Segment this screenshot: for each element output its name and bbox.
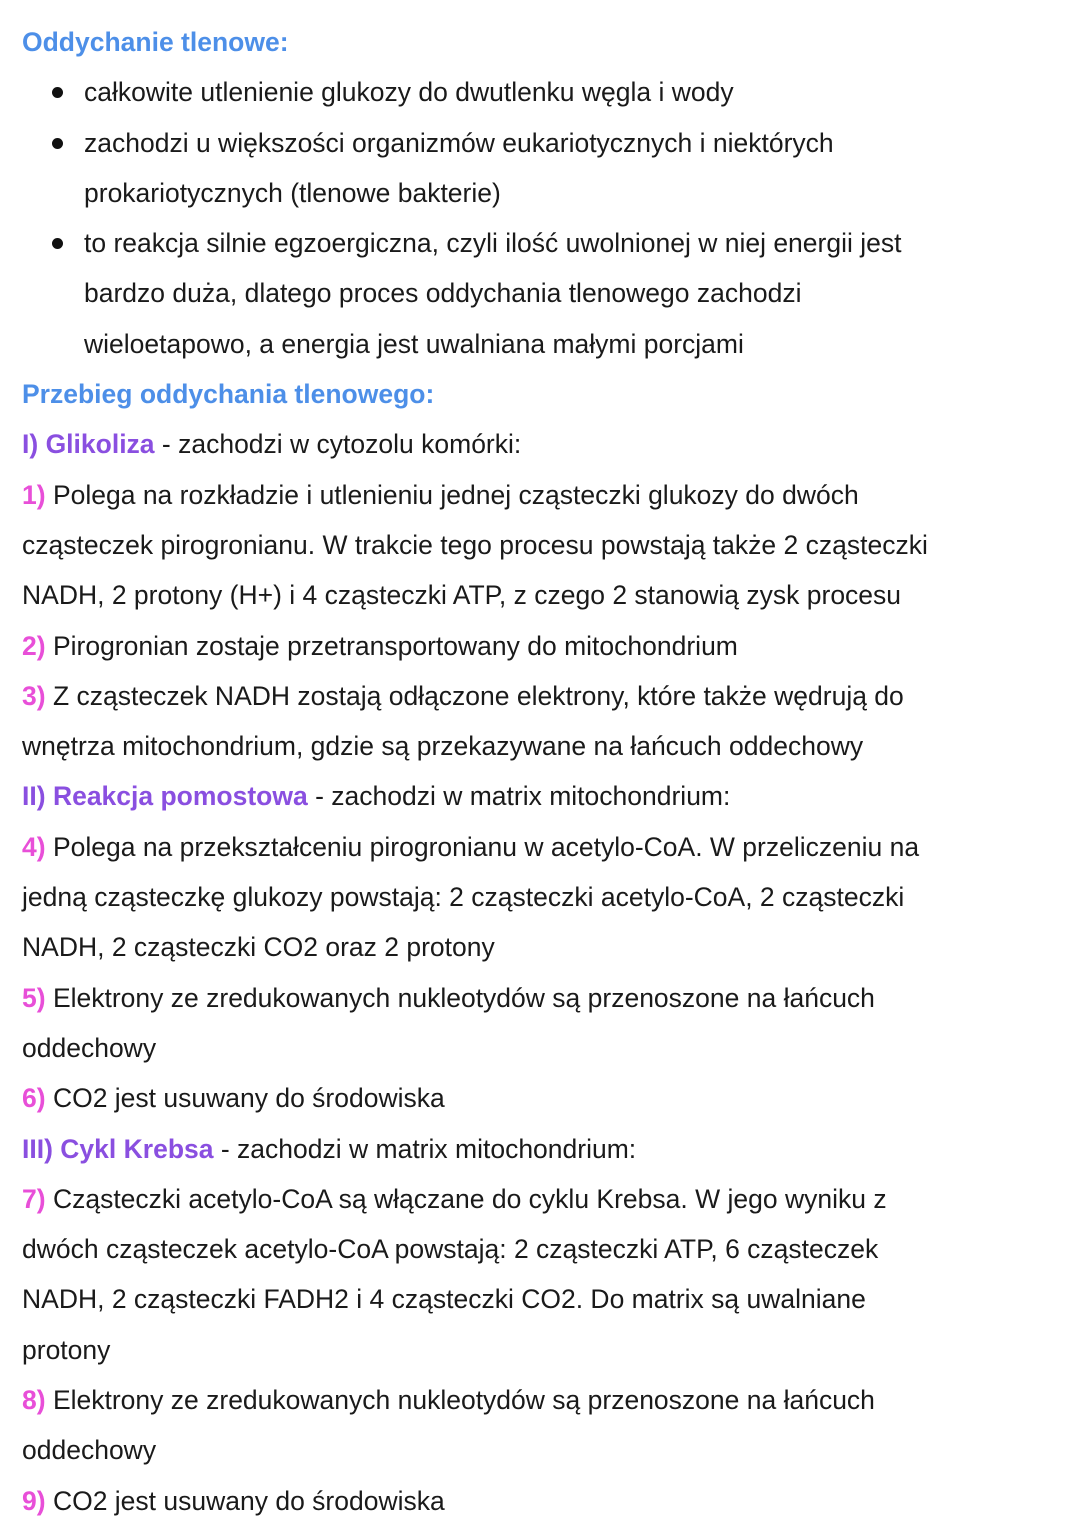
stage-krebs-cycle [22, 1124, 1080, 1174]
step-1-continued: cząsteczek pirogronianu. W trakcie tego procesu powstają także 2 cząsteczki [22, 529, 928, 560]
step-text: CO2 jest usuwany do środowiska [45, 1485, 445, 1516]
stage-link-reaction [22, 771, 1080, 821]
step-7-continued: dwóch cząsteczek acetylo-CoA powstają: 2 cząsteczki ATP, 6 cząsteczek [22, 1234, 879, 1265]
step-7-continued: protony [22, 1334, 111, 1365]
step-text: Pirogronian zostaje przetransportowany do mitochondrium [45, 630, 738, 661]
step-4-continued: jedną cząsteczkę glukozy powstają: 2 cząsteczki acetylo-CoA, 2 cząsteczki [22, 882, 905, 913]
step-text: Z cząsteczek NADH zostają odłączone elektrony, które także wędrują do [45, 680, 904, 711]
step-6 [22, 1073, 1080, 1123]
step-9 [22, 1476, 1080, 1526]
bullet-item-continued: prokariotycznych (tlenowe bakterie) [84, 177, 501, 208]
bullet-item: całkowite utlenienie glukozy do dwutlenku węgla i wody [22, 67, 1080, 117]
step-number: 5) [22, 982, 46, 1013]
step-number: 9) [22, 1485, 46, 1516]
step-number: 8) [22, 1385, 46, 1416]
step-number: 2) [22, 630, 46, 661]
step-3-continued: wnętrza mitochondrium, gdzie są przekazywane na łańcuch oddechowy [22, 731, 864, 762]
step-4-continued: NADH, 2 cząsteczki CO2 oraz 2 protony [22, 932, 495, 963]
bullet-item: zachodzi u większości organizmów eukariotycznych i niektórych [22, 118, 1080, 168]
step-number: 7) [22, 1183, 46, 1214]
bullet-item: to reakcja silnie egzoergiczna, czyli ilość uwolnionej w niej energii jest [22, 218, 1080, 268]
stage-text: - zachodzi w cytozolu komórki: [154, 429, 522, 460]
step-2 [22, 621, 1080, 671]
stage-title: Reakcja pomostowa [52, 781, 308, 812]
bullet-item-continued: bardzo duża, dlatego proces oddychania tlenowego zachodzi [84, 278, 802, 309]
stage-title: Glikoliza [45, 429, 155, 460]
step-text: Elektrony ze zredukowanych nukleotydów są przenoszone na łańcuch [45, 1385, 875, 1416]
stage-title: Cykl Krebsa [60, 1133, 214, 1164]
step-text: Elektrony ze zredukowanych nukleotydów są przenoszone na łańcuch [45, 982, 875, 1013]
step-4 [22, 822, 1080, 872]
step-number: 6) [22, 1083, 46, 1114]
stage-number: I) [22, 429, 39, 460]
step-8 [22, 1375, 1080, 1425]
step-5 [22, 973, 1080, 1023]
step-text: CO2 jest usuwany do środowiska [45, 1083, 445, 1114]
step-8-continued: oddechowy [22, 1435, 157, 1466]
step-7-continued: NADH, 2 cząsteczki FADH2 i 4 cząsteczki CO2. Do matrix są uwalniane [22, 1284, 866, 1315]
step-text: Cząsteczki acetylo-CoA są włączane do cyklu Krebsa. W jego wyniku z [45, 1183, 887, 1214]
stage-glycolysis [22, 419, 1080, 469]
step-5-continued: oddechowy [22, 1032, 157, 1063]
heading-process-course: Przebieg oddychania tlenowego: [22, 379, 435, 410]
step-number: 1) [22, 479, 46, 510]
step-number: 4) [22, 831, 46, 862]
step-1-continued: NADH, 2 protony (H+) i 4 cząsteczki ATP, z czego 2 stanowią zysk procesu [22, 580, 902, 611]
heading-aerobic-respiration: Oddychanie tlenowe: [22, 27, 289, 57]
stage-text: - zachodzi w matrix mitochondrium: [213, 1133, 637, 1164]
step-3 [22, 671, 1080, 721]
step-7 [22, 1174, 1080, 1224]
stage-number: II) [22, 781, 46, 812]
step-1 [22, 470, 1080, 520]
bullet-item-continued: wieloetapowo, a energia jest uwalniana małymi porcjami [84, 328, 744, 359]
stage-text: - zachodzi w matrix mitochondrium: [307, 781, 731, 812]
step-text: Polega na rozkładzie i utlenieniu jednej cząsteczki glukozy do dwóch [45, 479, 859, 510]
stage-number: III) [22, 1133, 53, 1164]
step-text: Polega na przekształceniu pirogronianu w acetylo-CoA. W przeliczeniu na [45, 831, 920, 862]
step-number: 3) [22, 680, 46, 711]
